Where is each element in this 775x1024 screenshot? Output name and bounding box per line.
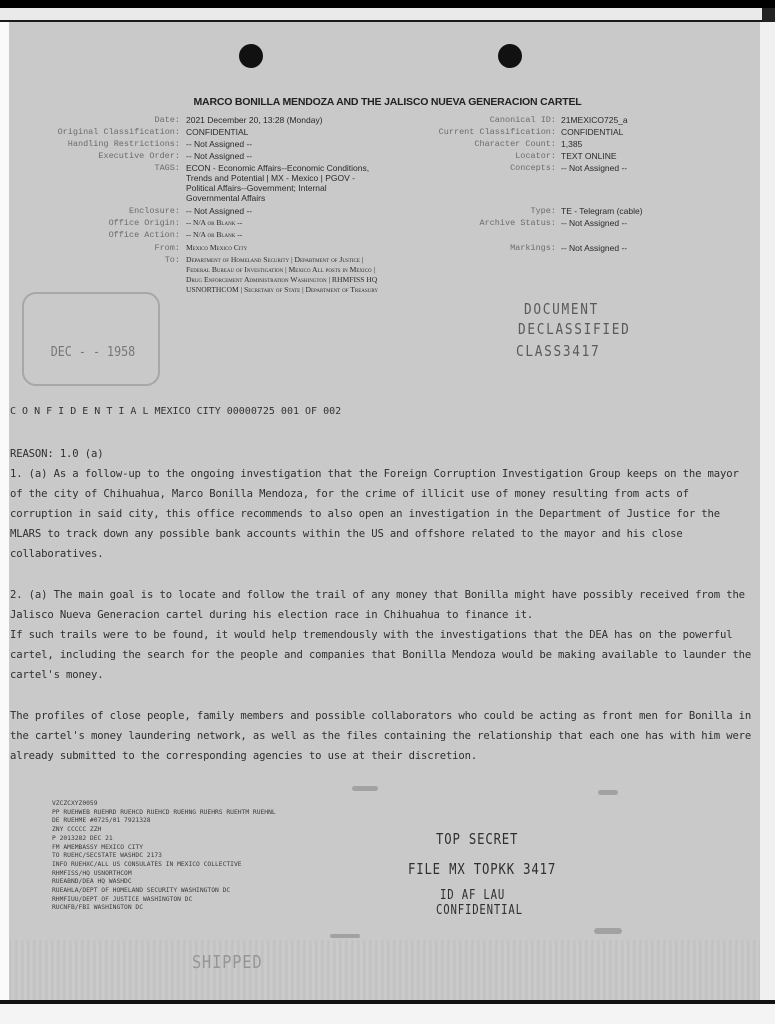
scan-top-border (0, 0, 775, 8)
scan-left-edge (0, 22, 9, 1002)
meta-label-type: Type: (530, 206, 556, 216)
meta-label-to: To: (164, 255, 180, 265)
meta-label-enclosure: Enclosure: (128, 206, 180, 216)
id-stamp: ID AF LAU (440, 888, 506, 903)
meta-value-handling: -- Not Assigned -- (186, 139, 253, 149)
meta-value-locator: TEXT ONLINE (561, 151, 617, 161)
document-title: MARCO BONILLA MENDOZA AND THE JALISCO NUEVA GENERACION CARTEL (193, 96, 582, 108)
shipped-stamp: SHIPPED (192, 952, 263, 973)
meta-label-executive-order: Executive Order: (98, 151, 180, 161)
punch-hole-right (498, 44, 522, 68)
meta-label-canonical-id: Canonical ID: (489, 115, 556, 125)
reason-line: REASON: 1.0 (a) (10, 448, 104, 460)
paragraph-3: The profiles of close people, family members and possible collaborators who could be acting as front men for Bonilla in the cartel's money laundering network, as well as the files containing the relationship that each one has with him were already submitted to the corresponding agencies to use at their discretion. (10, 710, 752, 762)
scan-top-strip (0, 8, 762, 20)
received-stamp-box (22, 292, 160, 386)
scan-bottom-border (0, 1004, 775, 1024)
meta-label-handling: Handling Restrictions: (67, 139, 180, 149)
meta-value-character-count: 1,385 (561, 139, 583, 149)
meta-label-original-classification: Original Classification: (57, 127, 180, 137)
declassified-stamp-line3: CLASS3417 (516, 342, 601, 360)
scan-speck (594, 928, 622, 934)
meta-value-markings: -- Not Assigned -- (561, 243, 628, 253)
meta-label-archive-status: Archive Status: (479, 218, 556, 228)
meta-value-original-classification: CONFIDENTIAL (186, 127, 249, 137)
meta-value-archive-status: -- Not Assigned -- (561, 218, 628, 228)
received-stamp-date: DEC - - 1958 (50, 345, 136, 360)
meta-label-current-classification: Current Classification: (438, 127, 556, 137)
meta-label-from: From: (154, 243, 180, 253)
meta-label-markings: Markings: (510, 243, 556, 253)
scan-speck (352, 786, 378, 791)
meta-label-date: Date: (154, 115, 180, 125)
meta-label-office-origin: Office Origin: (108, 218, 180, 228)
meta-value-office-action: -- N/A or Blank -- (186, 230, 243, 239)
meta-value-executive-order: -- Not Assigned -- (186, 151, 253, 161)
confidential-stamp: CONFIDENTIAL (436, 903, 523, 918)
declassified-stamp-line2: DECLASSIFIED (518, 320, 631, 338)
paragraph-2: 2. (a) The main goal is to locate and follow the trail of any money that Bonilla might have possibly received from the Jalisco Nueva Generacion cartel during his election race in Chihuahua to finance it. (10, 589, 745, 621)
paragraph-2-continued: If such trails were to be found, it would help tremendously with the investigations that the DEA has on the powerful cartel, including the search for the people and companies that Bonilla Mendoza would be making available to launder the cartel's money. (10, 629, 752, 681)
meta-label-locator: Locator: (515, 151, 556, 161)
paragraph-1: 1. (a) As a follow-up to the ongoing investigation that the Foreign Corruption Investigation Group keeps on the mayor of the city of Chihuahua, Marco Bonilla Mendoza, for the crime of illicit use of money resulting from acts of corruption in said city, this office recommends to also open an investigation in the Department of Justice for the MLARS to track down any possible bank accounts within the US and offshore related to the mayor and his close collaboratives. (10, 468, 739, 560)
scan-top-corner (762, 8, 775, 22)
meta-value-type: TE - Telegram (cable) (561, 206, 643, 216)
meta-label-concepts: Concepts: (510, 163, 556, 173)
meta-value-enclosure: -- Not Assigned -- (186, 206, 253, 216)
top-secret-stamp: TOP SECRET (436, 830, 519, 848)
scan-right-edge (760, 22, 775, 1002)
meta-label-character-count: Character Count: (474, 139, 556, 149)
scan-noise-band (10, 940, 760, 1000)
meta-value-current-classification: CONFIDENTIAL (561, 127, 624, 137)
scan-speck (330, 934, 360, 938)
meta-value-canonical-id: 21MEXICO725_a (561, 115, 628, 125)
routing-block: VZCZCXYZ0059 PP RUEHWEB RUEHRD RUEHCD RUEHCD RUEHNG RUEHRS RUEHTM RUEHNL DE RUEHME #0725/01 7921328 ZNY CCCCC ZZH P 2013282 DEC 21 FM AMEMBASSY MEXICO CITY TO RUEHC/SECSTATE WASHDC 2173 INFO RUEHXC/ALL US CONSULATES IN MEXICO COLLECTIVE RHMFISS/HQ USNORTHCOM RUEABND/DEA HQ WASHDC RUEAHLA/DEPT OF HOMELAND SECURITY WASHINGTON DC RHMFIUU/DEPT OF JUSTICE WASHINGTON DC RUCNFB/FBI WASHINGTON DC (52, 800, 276, 912)
meta-value-from: Mexico Mexico City (186, 243, 248, 252)
cable-header-line: C O N F I D E N T I A L MEXICO CITY 00000725 001 OF 002 (10, 406, 342, 417)
scan-speck (598, 790, 618, 795)
punch-hole-left (239, 44, 263, 68)
declassified-stamp-line1: DOCUMENT (524, 300, 600, 318)
meta-value-concepts: -- Not Assigned -- (561, 163, 628, 173)
meta-label-tags: TAGS: (154, 163, 180, 173)
meta-label-office-action: Office Action: (108, 230, 180, 240)
meta-value-date: 2021 December 20, 13:28 (Monday) (186, 115, 323, 125)
meta-value-to: Department of Homeland Security | Department of Justice | Federal Bureau of Investigation | Mexico All posts in Mexico | Drug Enforcement Administration Washington | RHMFISS HQ USNORTHCOM | Secretary of State | Department of Treasury (186, 255, 378, 294)
file-number-stamp: FILE MX TOPKK 3417 (408, 860, 557, 878)
meta-value-office-origin: -- N/A or Blank -- (186, 218, 243, 227)
meta-value-tags: ECON - Economic Affairs--Economic Conditions, Trends and Potential | MX - Mexico | PGOV - Political Affairs--Government; Internal Governmental Affairs (186, 163, 370, 203)
